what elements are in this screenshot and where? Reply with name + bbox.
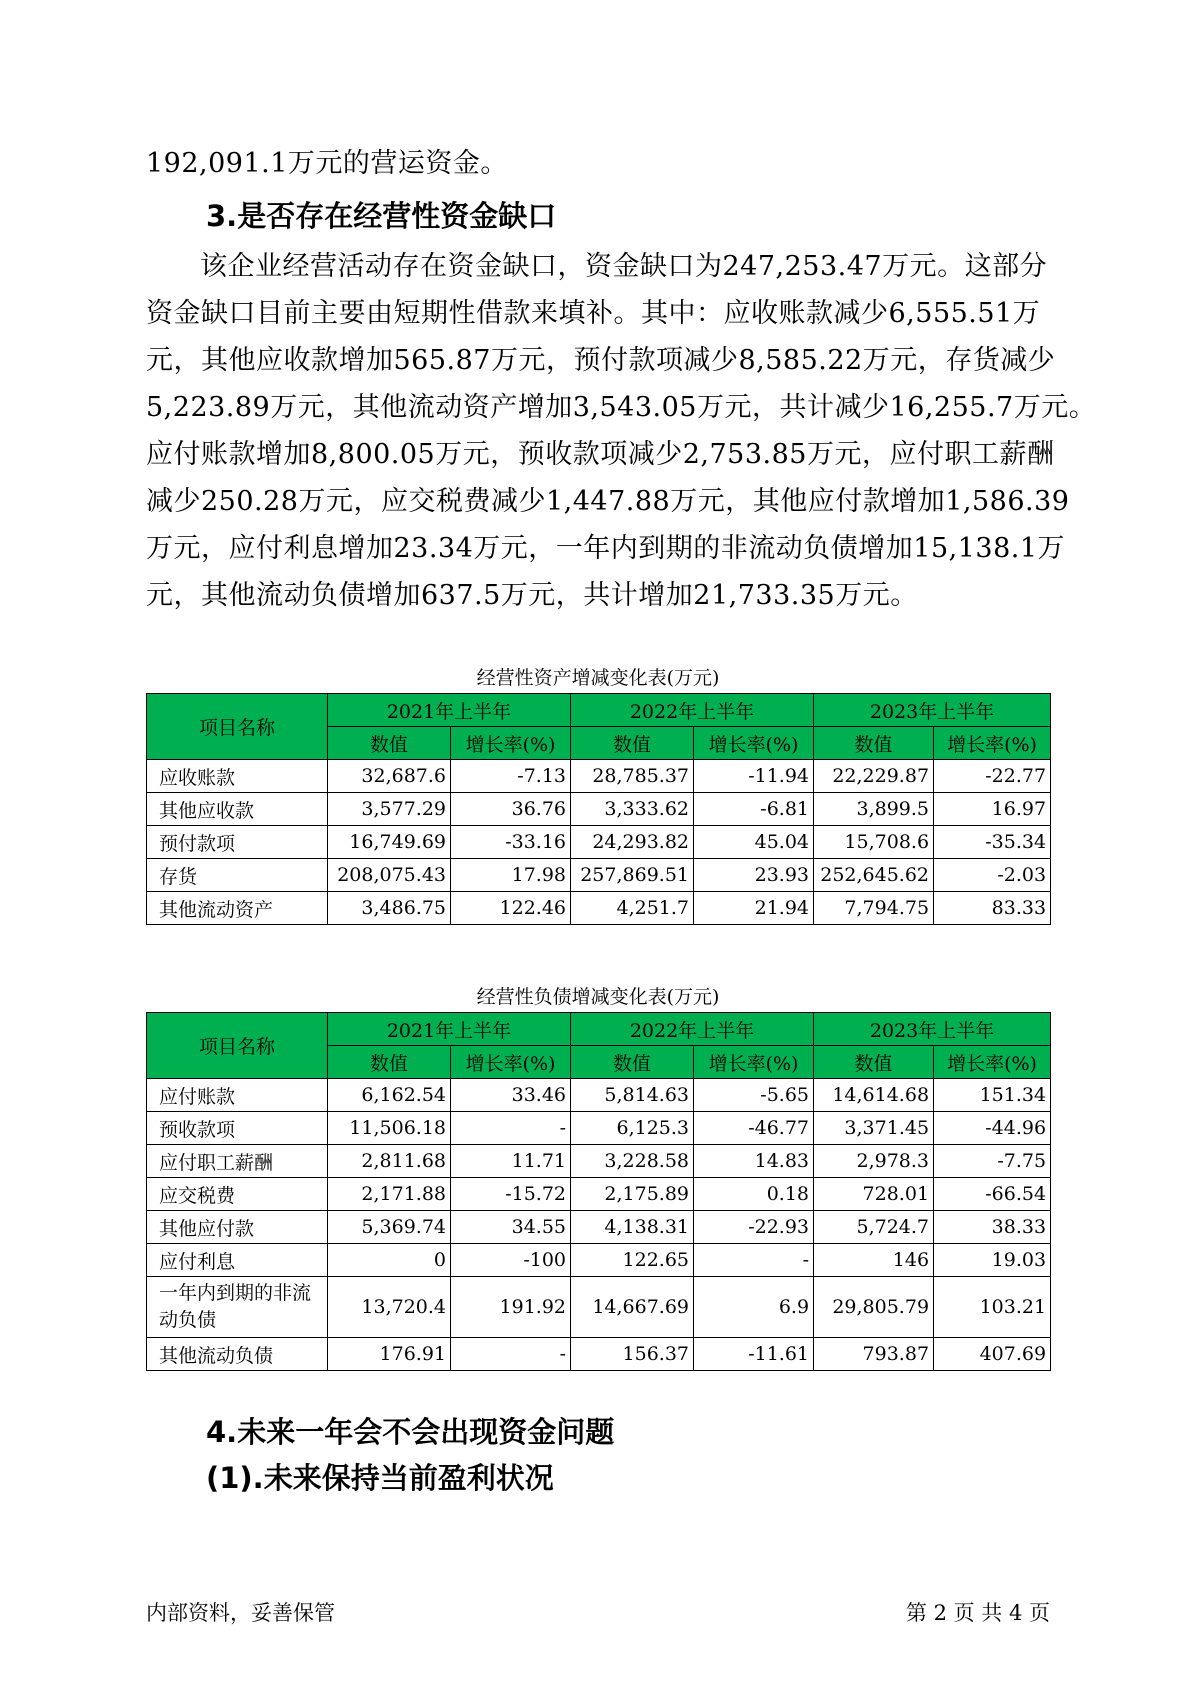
- section3-paragraph: [146, 243, 1097, 619]
- cell-value: 3,899.5: [814, 793, 934, 826]
- cell-growth: -2.03: [934, 859, 1051, 892]
- cell-value: 146: [814, 1244, 934, 1277]
- header-value: 数值: [814, 1046, 934, 1079]
- cell-value: 2,171.88: [328, 1178, 451, 1211]
- header-year: 2021年上半年: [328, 1013, 571, 1046]
- cell-growth: -11.61: [694, 1338, 814, 1371]
- cell-value: 6,162.54: [328, 1079, 451, 1112]
- row-name: 其他应收款: [147, 793, 328, 826]
- cell-growth: -33.16: [451, 826, 571, 859]
- asset-table: [146, 693, 1051, 925]
- cell-value: 16,749.69: [328, 826, 451, 859]
- cell-value: 4,251.7: [571, 892, 694, 925]
- cell-growth: 36.76: [451, 793, 571, 826]
- cell-value: 2,175.89: [571, 1178, 694, 1211]
- row-name: 应付职工薪酬: [147, 1145, 328, 1178]
- table-row: [147, 892, 1051, 925]
- cell-value: 14,614.68: [814, 1079, 934, 1112]
- paragraph-line: 资金缺口目前主要由短期性借款来填补。其中：应收账款减少6,555.51万: [146, 298, 1041, 329]
- row-name: 应交税费: [147, 1178, 328, 1211]
- cell-growth: 19.03: [934, 1244, 1051, 1277]
- header-value: 数值: [571, 1046, 694, 1079]
- table-row: [147, 1338, 1051, 1371]
- header-item-name: 项目名称: [147, 694, 328, 760]
- cell-growth: 17.98: [451, 859, 571, 892]
- paragraph-line: 5,223.89万元，其他流动资产增加3,543.05万元，共计减少16,255.7万元。: [146, 392, 1097, 423]
- liability-table-caption: 经营性负债增减变化表(万元): [476, 986, 720, 1008]
- row-name: 应付利息: [147, 1244, 328, 1277]
- header-value: 数值: [814, 727, 934, 760]
- row-name: 应付账款: [147, 1079, 328, 1112]
- cell-growth: 151.34: [934, 1079, 1051, 1112]
- header-growth: 增长率(%): [451, 727, 571, 760]
- cell-growth: -: [694, 1244, 814, 1277]
- cell-growth: -: [451, 1112, 571, 1145]
- intro-line: 192,091.1万元的营运资金。: [146, 148, 508, 179]
- cell-growth: 34.55: [451, 1211, 571, 1244]
- cell-value: 122.65: [571, 1244, 694, 1277]
- cell-growth: 83.33: [934, 892, 1051, 925]
- paragraph-line: 该企业经营活动存在资金缺口，资金缺口为247,253.47万元。这部分: [200, 251, 1048, 282]
- table-row: [147, 760, 1051, 793]
- cell-value: 7,794.75: [814, 892, 934, 925]
- table-row: [147, 859, 1051, 892]
- header-year: 2022年上半年: [571, 694, 814, 727]
- header-year: 2022年上半年: [571, 1013, 814, 1046]
- cell-growth: -6.81: [694, 793, 814, 826]
- header-growth: 增长率(%): [451, 1046, 571, 1079]
- section4-sub-heading: (1).未来保持当前盈利状况: [206, 1461, 554, 1495]
- cell-value: 2,978.3: [814, 1145, 934, 1178]
- header-growth: 增长率(%): [694, 1046, 814, 1079]
- table-row: [147, 826, 1051, 859]
- cell-value: 728.01: [814, 1178, 934, 1211]
- cell-growth: 11.71: [451, 1145, 571, 1178]
- cell-growth: -5.65: [694, 1079, 814, 1112]
- row-name: 其他流动负债: [147, 1338, 328, 1371]
- header-value: 数值: [328, 727, 451, 760]
- row-name: 应收账款: [147, 760, 328, 793]
- cell-growth: 38.33: [934, 1211, 1051, 1244]
- cell-growth: -22.93: [694, 1211, 814, 1244]
- section4-heading: 4.未来一年会不会出现资金问题: [206, 1415, 615, 1449]
- cell-growth: -46.77: [694, 1112, 814, 1145]
- cell-value: 3,486.75: [328, 892, 451, 925]
- cell-value: 13,720.4: [328, 1277, 451, 1338]
- footer-page-number: 第 2 页 共 4 页: [905, 1601, 1050, 1625]
- cell-growth: -66.54: [934, 1178, 1051, 1211]
- cell-value: 793.87: [814, 1338, 934, 1371]
- cell-growth: -100: [451, 1244, 571, 1277]
- table-row: [147, 1178, 1051, 1211]
- row-name: 存货: [147, 859, 328, 892]
- cell-growth: 191.92: [451, 1277, 571, 1338]
- liability-table: [146, 1012, 1051, 1371]
- cell-value: 5,814.63: [571, 1079, 694, 1112]
- table-row: [147, 1112, 1051, 1145]
- cell-value: 3,333.62: [571, 793, 694, 826]
- cell-value: 22,229.87: [814, 760, 934, 793]
- header-value: 数值: [328, 1046, 451, 1079]
- footer-confidential-note: 内部资料，妥善保管: [146, 1601, 335, 1625]
- cell-value: 5,369.74: [328, 1211, 451, 1244]
- paragraph-line: 应付账款增加8,800.05万元，预收款项减少2,753.85万元，应付职工薪酬: [146, 439, 1055, 470]
- cell-growth: -11.94: [694, 760, 814, 793]
- header-year: 2021年上半年: [328, 694, 571, 727]
- cell-value: 0: [328, 1244, 451, 1277]
- cell-growth: 45.04: [694, 826, 814, 859]
- cell-value: 14,667.69: [571, 1277, 694, 1338]
- paragraph-line: 减少250.28万元，应交税费减少1,447.88万元，其他应付款增加1,586.39: [146, 486, 1070, 517]
- cell-growth: 103.21: [934, 1277, 1051, 1338]
- cell-growth: -22.77: [934, 760, 1051, 793]
- cell-value: 3,577.29: [328, 793, 451, 826]
- header-year: 2023年上半年: [814, 1013, 1051, 1046]
- cell-growth: 0.18: [694, 1178, 814, 1211]
- cell-value: 2,811.68: [328, 1145, 451, 1178]
- table-row: [147, 793, 1051, 826]
- header-year: 2023年上半年: [814, 694, 1051, 727]
- cell-value: 176.91: [328, 1338, 451, 1371]
- cell-value: 6,125.3: [571, 1112, 694, 1145]
- table-row: [147, 1211, 1051, 1244]
- cell-value: 28,785.37: [571, 760, 694, 793]
- cell-growth: 21.94: [694, 892, 814, 925]
- cell-value: 208,075.43: [328, 859, 451, 892]
- paragraph-line: 元，其他应收款增加565.87万元，预付款项减少8,585.22万元，存货减少: [146, 345, 1056, 376]
- cell-value: 15,708.6: [814, 826, 934, 859]
- cell-growth: 23.93: [694, 859, 814, 892]
- cell-value: 257,869.51: [571, 859, 694, 892]
- section3-heading: 3.是否存在经营性资金缺口: [206, 199, 557, 233]
- row-name: 预收款项: [147, 1112, 328, 1145]
- table-row: [147, 1145, 1051, 1178]
- cell-value: 11,506.18: [328, 1112, 451, 1145]
- cell-value: 252,645.62: [814, 859, 934, 892]
- header-growth: 增长率(%): [934, 727, 1051, 760]
- cell-value: 32,687.6: [328, 760, 451, 793]
- row-name: 一年内到期的非流动负债: [147, 1277, 328, 1338]
- cell-value: 24,293.82: [571, 826, 694, 859]
- cell-value: 3,228.58: [571, 1145, 694, 1178]
- cell-growth: 407.69: [934, 1338, 1051, 1371]
- paragraph-line: 元，其他流动负债增加637.5万元，共计增加21,733.35万元。: [146, 580, 918, 611]
- cell-growth: -15.72: [451, 1178, 571, 1211]
- header-value: 数值: [571, 727, 694, 760]
- cell-value: 156.37: [571, 1338, 694, 1371]
- table-row: [147, 1079, 1051, 1112]
- paragraph-line: 万元，应付利息增加23.34万元，一年内到期的非流动负债增加15,138.1万: [146, 533, 1066, 564]
- cell-value: 5,724.7: [814, 1211, 934, 1244]
- intro-paragraph: [146, 140, 1048, 187]
- cell-growth: -7.13: [451, 760, 571, 793]
- cell-growth: 6.9: [694, 1277, 814, 1338]
- header-growth: 增长率(%): [934, 1046, 1051, 1079]
- header-item-name: 项目名称: [147, 1013, 328, 1079]
- cell-growth: -35.34: [934, 826, 1051, 859]
- cell-growth: 14.83: [694, 1145, 814, 1178]
- table-row: [147, 1244, 1051, 1277]
- cell-growth: 16.97: [934, 793, 1051, 826]
- table-row: [147, 1277, 1051, 1338]
- cell-value: 3,371.45: [814, 1112, 934, 1145]
- cell-growth: -7.75: [934, 1145, 1051, 1178]
- cell-growth: -44.96: [934, 1112, 1051, 1145]
- cell-growth: -: [451, 1338, 571, 1371]
- row-name: 其他应付款: [147, 1211, 328, 1244]
- cell-value: 4,138.31: [571, 1211, 694, 1244]
- asset-table-caption: 经营性资产增减变化表(万元): [476, 667, 720, 689]
- header-growth: 增长率(%): [694, 727, 814, 760]
- row-name: 其他流动资产: [147, 892, 328, 925]
- cell-growth: 33.46: [451, 1079, 571, 1112]
- cell-growth: 122.46: [451, 892, 571, 925]
- row-name: 预付款项: [147, 826, 328, 859]
- cell-value: 29,805.79: [814, 1277, 934, 1338]
